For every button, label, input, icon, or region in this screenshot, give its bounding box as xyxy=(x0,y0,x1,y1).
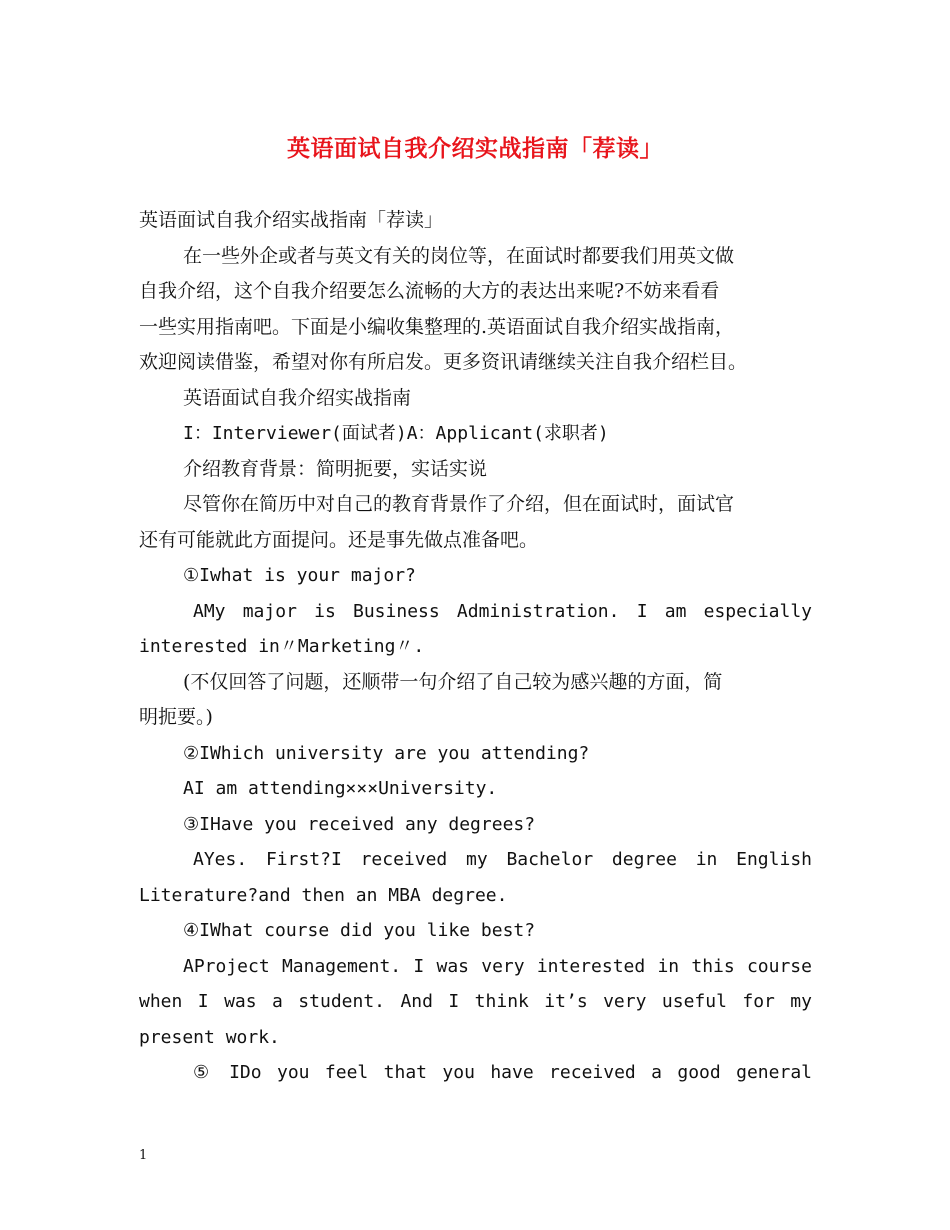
body-line: I：Interviewer(面试者)A：Applicant(求职者) xyxy=(183,423,609,444)
document-body xyxy=(139,203,812,1091)
body-line: 尽管你在简历中对自己的教育背景作了介绍，但在面试时，面试官 xyxy=(183,493,735,515)
body-line: ④IWhat course did you like best? xyxy=(183,920,536,941)
document-title: 英语面试自我介绍实战指南「荐读」 xyxy=(287,135,663,162)
body-line: 英语面试自我介绍实战指南「荐读」 xyxy=(139,209,444,231)
body-line: 欢迎阅读借鉴，希望对你有所启发。更多资讯请继续关注自我介绍栏目。 xyxy=(139,351,748,373)
body-line: ②IWhich university are you attending? xyxy=(183,742,590,764)
body-line: (不仅回答了问题，还顺带一句介绍了自己较为感兴趣的方面，简 xyxy=(183,670,723,693)
body-line: interested in〃Marketing〃. xyxy=(139,636,425,657)
body-line: when I was a student. And I think it’s very useful for my xyxy=(139,991,812,1012)
body-line: 一些实用指南吧。下面是小编收集整理的.英语面试自我介绍实战指南， xyxy=(139,315,735,338)
body-line: ①Iwhat is your major? xyxy=(183,565,416,586)
body-line: AMy major is Business Administration. I am especially xyxy=(193,600,812,622)
body-line: AProject Management. I was very interested in this course xyxy=(183,955,812,977)
body-line: 介绍教育背景：简明扼要，实话实说 xyxy=(183,457,488,480)
body-line: 还有可能就此方面提问。还是事先做点准备吧。 xyxy=(139,528,539,551)
page-number: 1 xyxy=(139,1148,148,1163)
body-line: 英语面试自我介绍实战指南 xyxy=(183,386,412,409)
body-line: Literature?and then an MBA degree. xyxy=(139,884,508,906)
body-line: AYes. First?I received my Bachelor degree in English xyxy=(193,849,812,870)
body-line: present work. xyxy=(139,1026,280,1048)
body-line: 在一些外企或者与英文有关的岗位等，在面试时都要我们用英文做 xyxy=(183,244,735,267)
body-line: AI am attending×××University. xyxy=(183,778,498,799)
body-line: 自我介绍，这个自我介绍要怎么流畅的大方的表达出来呢?不妨来看看 xyxy=(139,280,720,302)
body-line: ⑤ IDo you feel that you have received a good general xyxy=(193,1062,812,1083)
body-line: ③IHave you received any degrees? xyxy=(183,813,536,835)
body-line: 明扼要。) xyxy=(139,706,213,728)
